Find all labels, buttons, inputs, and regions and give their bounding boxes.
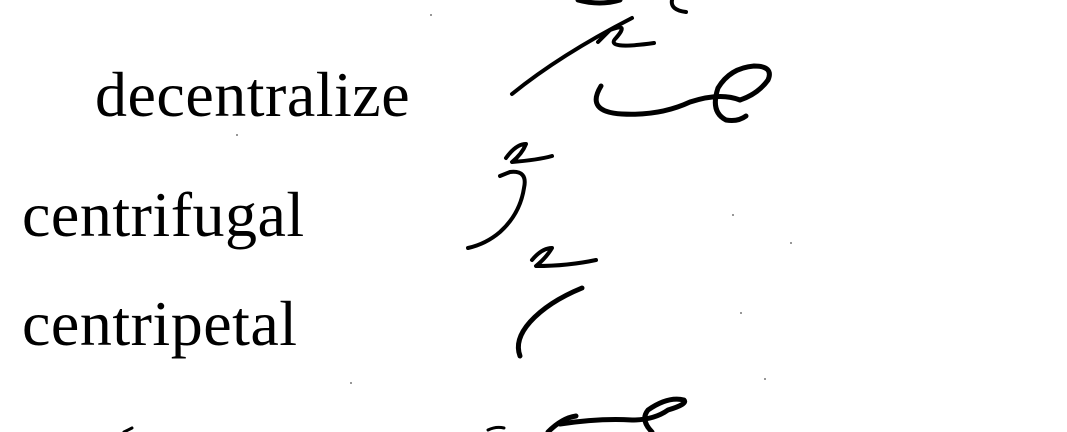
word-decentralize: decentralize: [95, 59, 411, 130]
speck: [430, 14, 432, 16]
speck: [236, 134, 238, 136]
outline-top-partial: [578, 0, 686, 12]
speck: [740, 312, 742, 314]
speck: [350, 382, 352, 384]
outline-centrifugal: [468, 144, 552, 248]
speck: [764, 378, 766, 380]
speck: [790, 242, 792, 244]
outline-decentralize: [512, 18, 769, 121]
word-centrifugal: centrifugal: [22, 179, 305, 250]
outline-bottom-partial: [124, 399, 685, 432]
speck: [732, 214, 734, 216]
word-centripetal: centripetal: [22, 288, 298, 359]
outline-centripetal: [518, 248, 596, 356]
